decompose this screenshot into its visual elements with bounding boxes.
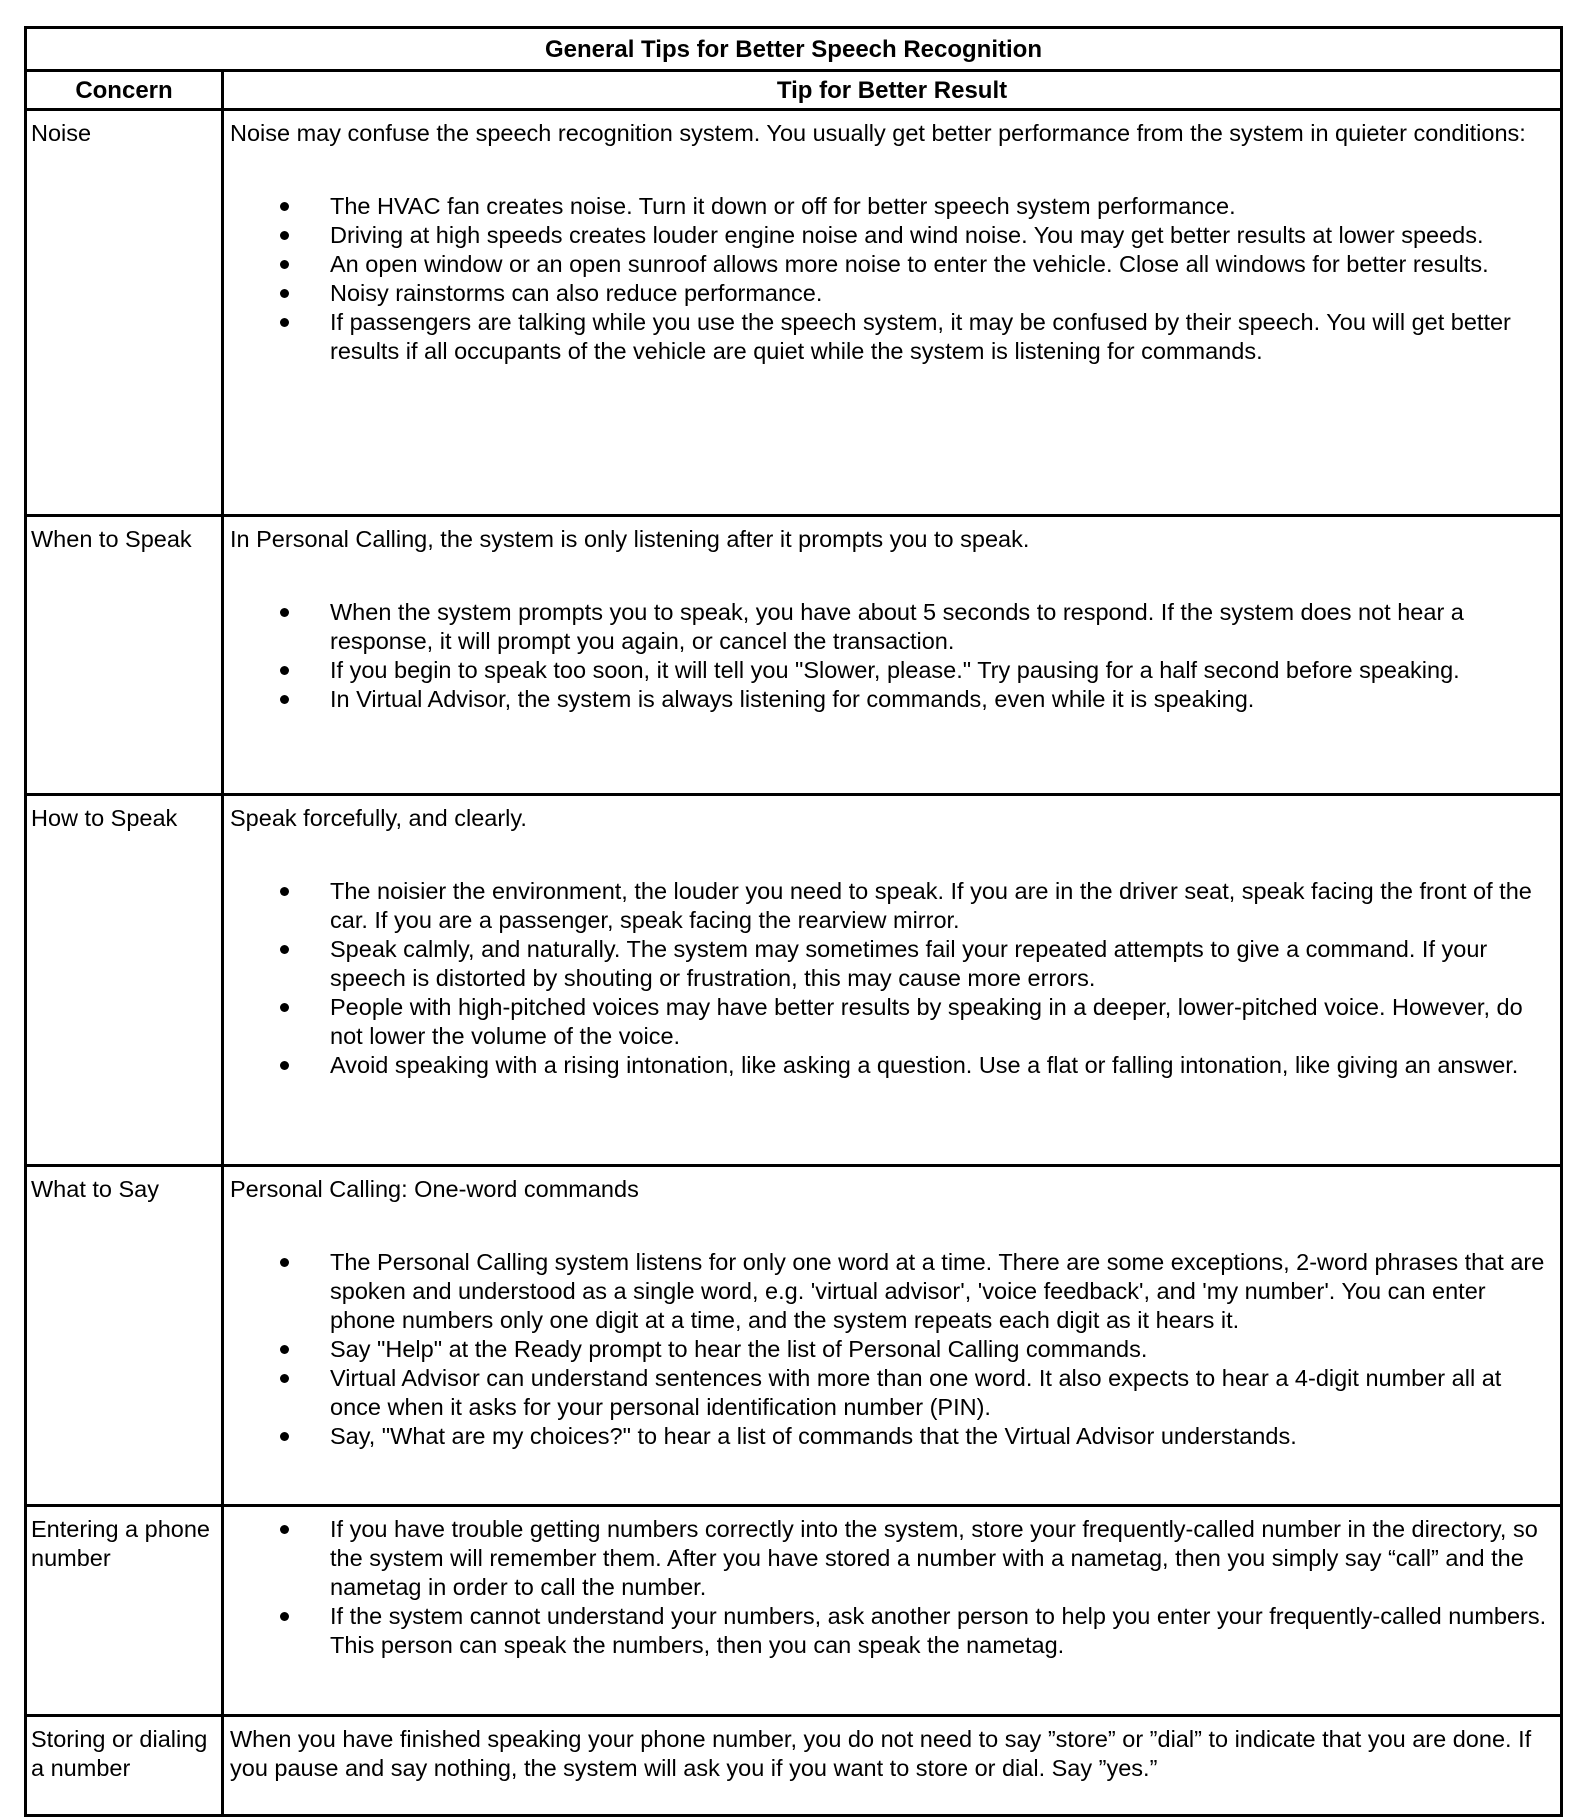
table-row: [26, 1166, 1562, 1506]
table-row: [26, 1506, 1562, 1716]
bullet-text: An open window or an open sunroof allows more noise to enter the vehicle. Close all windows for better results.: [330, 251, 1489, 277]
bullet-text: In Virtual Advisor, the system is always listening for commands, even while it is speaking.: [330, 686, 1255, 712]
tip-list: [230, 877, 1554, 1080]
list-item: [230, 935, 1554, 993]
bullet-icon: [280, 1258, 289, 1267]
bullet-text: The HVAC fan creates noise. Turn it down or off for better speech system performance.: [330, 193, 1236, 219]
concern-cell: When to Speak: [26, 516, 223, 795]
bullet-icon: [280, 1003, 289, 1012]
title-row: [26, 28, 1562, 71]
bullet-text: Driving at high speeds creates louder engine noise and wind noise. You may get better results at lower speeds.: [330, 222, 1484, 248]
bullet-icon: [280, 318, 289, 327]
bullet-icon: [280, 202, 289, 211]
header-row: [26, 71, 1562, 110]
bullet-icon: [280, 695, 289, 704]
list-item: [230, 993, 1554, 1051]
list-item: [230, 308, 1554, 366]
bullet-text: If passengers are talking while you use the speech system, it may be confused by their speech. You will get better results if all occupants of the vehicle are quiet while the system is listening for commands.: [330, 309, 1511, 364]
list-item: [230, 221, 1554, 250]
tip-cell: [223, 795, 1562, 1166]
list-item: [230, 1364, 1554, 1422]
bullet-text: People with high-pitched voices may have better results by speaking in a deeper, lower-pitched voice. However, do not lower the volume of the voice.: [330, 994, 1523, 1049]
tip-intro: Noise may confuse the speech recognition system. You usually get better performance from the system in quieter conditions:: [230, 120, 1526, 146]
header-tip: Tip for Better Result: [223, 71, 1562, 110]
bullet-text: When the system prompts you to speak, you have about 5 seconds to respond. If the system does not hear a response, it will prompt you again, or cancel the transaction.: [330, 599, 1464, 654]
list-item: [230, 192, 1554, 221]
bullet-icon: [280, 260, 289, 269]
bullet-icon: [280, 1345, 289, 1354]
table-row: [26, 516, 1562, 795]
tip-cell: [223, 110, 1562, 516]
bullet-icon: [280, 289, 289, 298]
bullet-text: Say, "What are my choices?" to hear a list of commands that the Virtual Advisor understands.: [330, 1423, 1297, 1449]
tip-cell: [223, 1166, 1562, 1506]
table-row: [26, 1716, 1562, 1816]
bullet-text: Speak calmly, and naturally. The system may sometimes fail your repeated attempts to give a command. If your speech is distorted by shouting or frustration, this may cause more errors.: [330, 936, 1488, 991]
bullet-icon: [280, 231, 289, 240]
tips-document: [24, 26, 1560, 1817]
concern-cell: Entering a phone number: [26, 1506, 223, 1716]
bullet-text: Say "Help" at the Ready prompt to hear the list of Personal Calling commands.: [330, 1336, 1148, 1362]
bullet-icon: [280, 608, 289, 617]
list-item: [230, 1248, 1554, 1335]
list-item: [230, 877, 1554, 935]
bullet-text: Virtual Advisor can understand sentences with more than one word. It also expects to hear a 4-digit number all at once when it asks for your personal identification number (PIN).: [330, 1365, 1502, 1420]
bullet-icon: [280, 1612, 289, 1621]
bullet-icon: [280, 1432, 289, 1441]
bullet-text: If the system cannot understand your numbers, ask another person to help you enter your frequently-called numbers. This person can speak the numbers, then you can speak the nametag.: [330, 1603, 1547, 1658]
bullet-icon: [280, 1525, 289, 1534]
bullet-text: If you have trouble getting numbers correctly into the system, store your frequently-called number in the directory, so the system will remember them. After you have stored a number with a nametag, then you simply say “call” and the nametag in order to call the number.: [330, 1516, 1538, 1600]
concern-cell: What to Say: [26, 1166, 223, 1506]
tip-cell: [223, 1716, 1562, 1816]
list-item: [230, 598, 1554, 656]
table-title: General Tips for Better Speech Recognition: [26, 28, 1562, 71]
list-item: [230, 1051, 1554, 1080]
tips-table: [24, 26, 1563, 1817]
header-concern: Concern: [26, 71, 223, 110]
list-item: [230, 1422, 1554, 1451]
tip-intro: In Personal Calling, the system is only listening after it prompts you to speak.: [230, 526, 1030, 552]
bullet-text: Noisy rainstorms can also reduce performance.: [330, 280, 823, 306]
list-item: [230, 1335, 1554, 1364]
tip-intro: Speak forcefully, and clearly.: [230, 805, 527, 831]
tip-list: [230, 1515, 1554, 1660]
list-item: [230, 1515, 1554, 1602]
tip-cell: [223, 516, 1562, 795]
bullet-text: The Personal Calling system listens for only one word at a time. There are some exceptions, 2-word phrases that are spoken and understood as a single word, e.g. 'virtual advisor', 'voice feedback', and 'my number'. You can enter phone numbers only one digit at a time, and the system repeats each digit as it hears it.: [330, 1249, 1545, 1333]
list-item: [230, 685, 1554, 714]
tip-intro: Personal Calling: One-word commands: [230, 1176, 639, 1202]
bullet-icon: [280, 887, 289, 896]
tip-cell: [223, 1506, 1562, 1716]
list-item: [230, 250, 1554, 279]
bullet-text: The noisier the environment, the louder you need to speak. If you are in the driver seat, speak facing the front of the car. If you are a passenger, speak facing the rearview mirror.: [330, 878, 1532, 933]
tip-list: [230, 1248, 1554, 1451]
bullet-icon: [280, 1061, 289, 1070]
tip-list: [230, 598, 1554, 714]
tip-list: [230, 192, 1554, 366]
bullet-icon: [280, 666, 289, 675]
concern-cell: Storing or dialing a number: [26, 1716, 223, 1816]
table-row: [26, 110, 1562, 516]
table-row: [26, 795, 1562, 1166]
concern-cell: How to Speak: [26, 795, 223, 1166]
list-item: [230, 1602, 1554, 1660]
tip-intro: When you have finished speaking your phone number, you do not need to say ”store” or ”dial” to indicate that you are done. If you pause and say nothing, the system will ask you if you want to store or dial. Say ”yes.”: [230, 1726, 1532, 1781]
list-item: [230, 279, 1554, 308]
bullet-icon: [280, 1374, 289, 1383]
list-item: [230, 656, 1554, 685]
bullet-text: If you begin to speak too soon, it will tell you "Slower, please." Try pausing for a half second before speaking.: [330, 657, 1460, 683]
bullet-text: Avoid speaking with a rising intonation, like asking a question. Use a flat or falling intonation, like giving an answer.: [330, 1052, 1519, 1078]
concern-cell: Noise: [26, 110, 223, 516]
bullet-icon: [280, 945, 289, 954]
